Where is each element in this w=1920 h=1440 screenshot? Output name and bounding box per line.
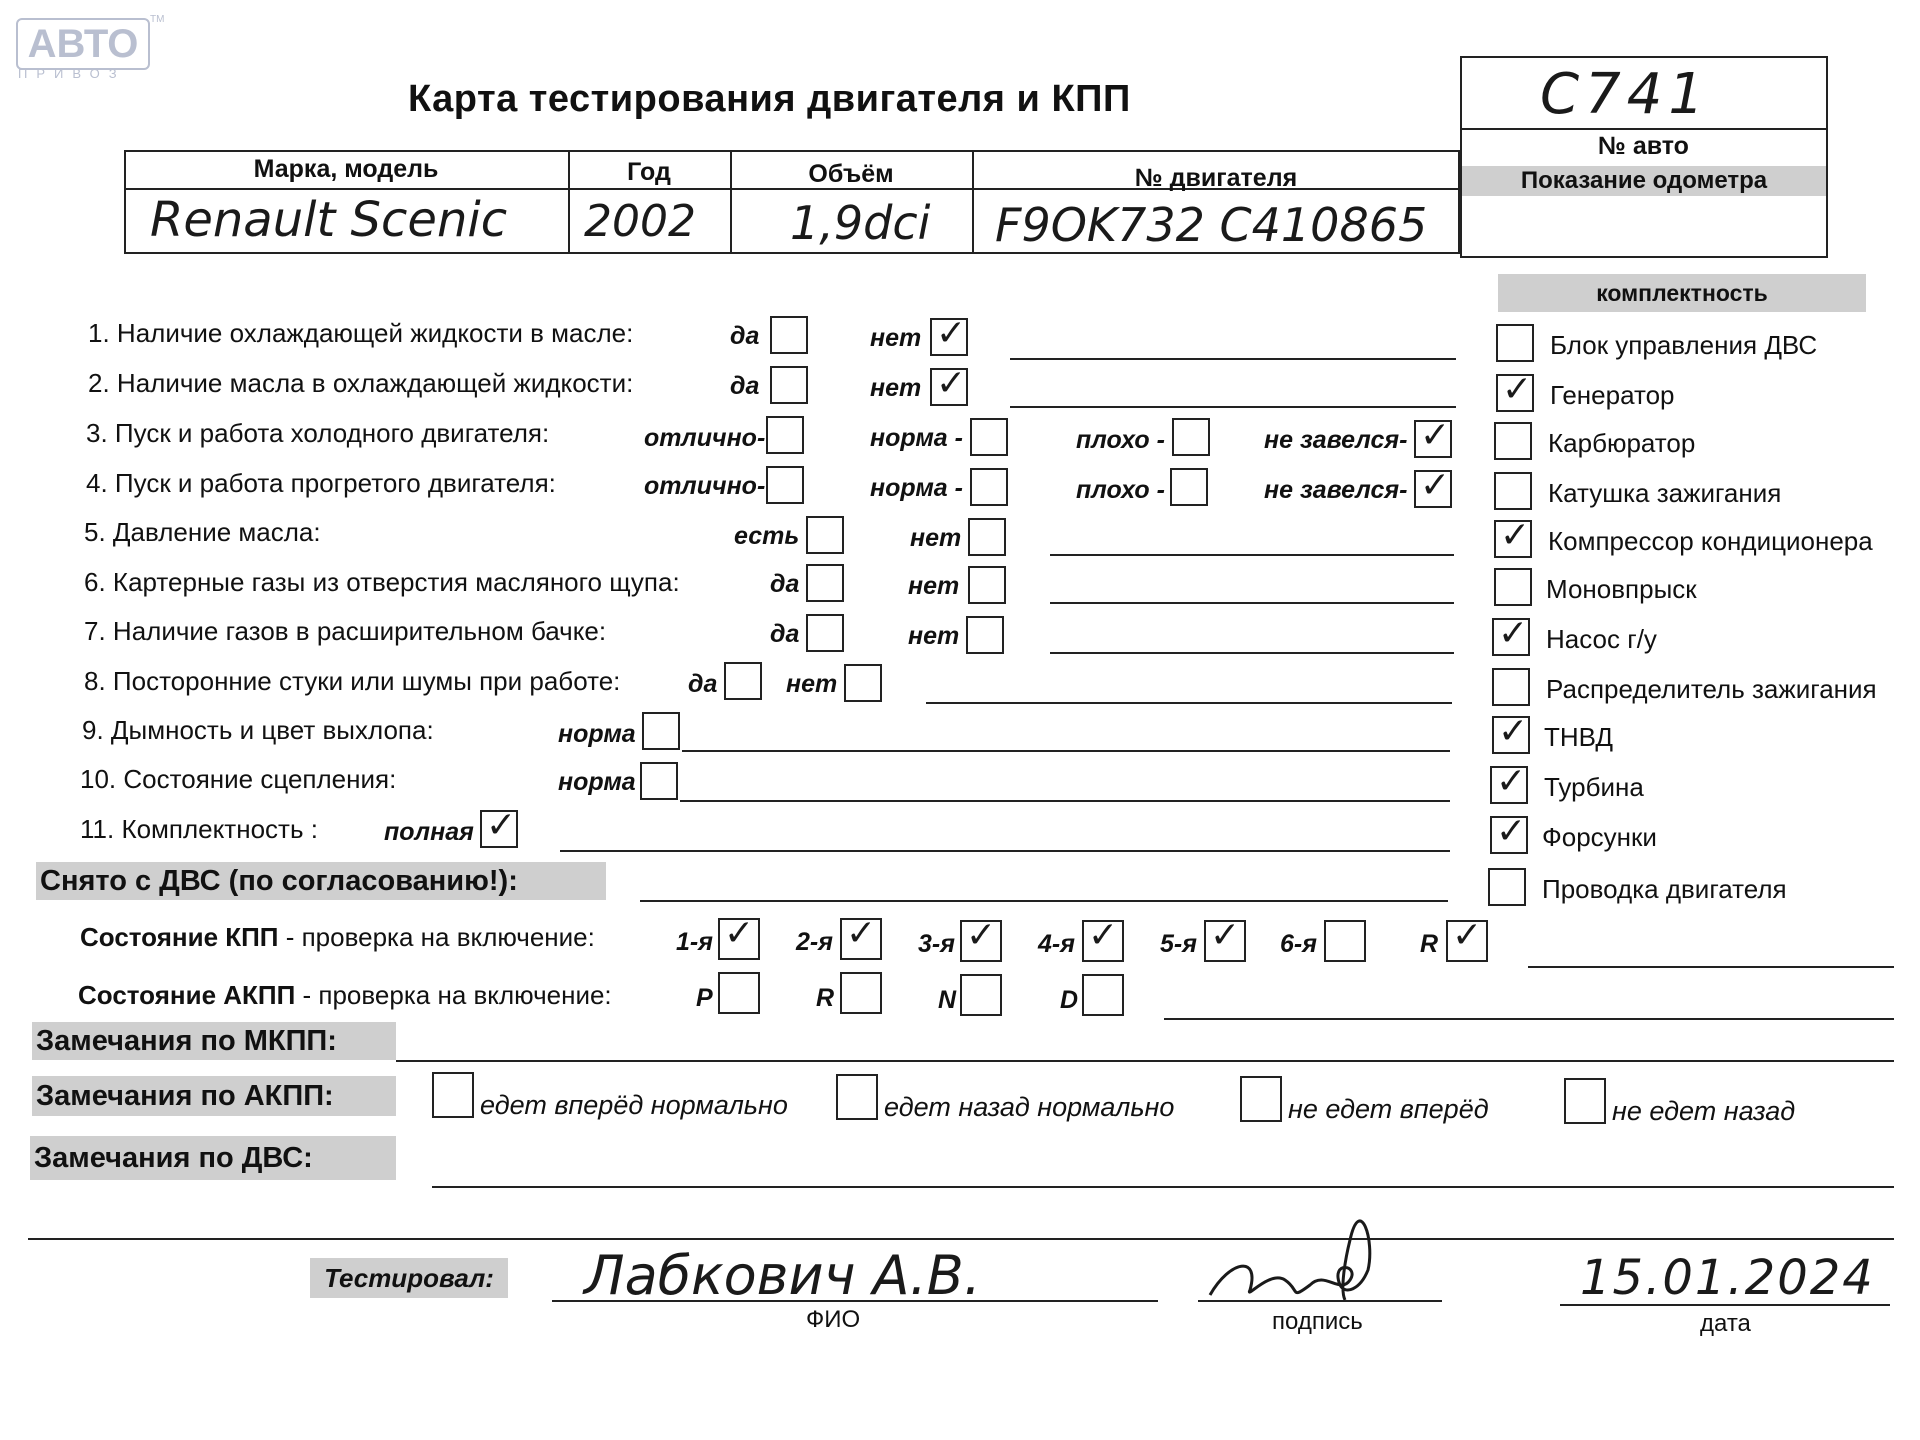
remarks-akpp-label: Замечания по АКПП: xyxy=(32,1076,396,1116)
question-6: 6. Картерные газы из отверстия масляного щупа: xyxy=(84,567,680,597)
car-number-value: С741 xyxy=(1540,62,1710,127)
year-label: Год xyxy=(627,158,671,186)
kit-item-10: Турбина xyxy=(1544,772,1644,802)
q10-normal-label: норма xyxy=(558,768,636,796)
tester-name: Лабкович А.В. xyxy=(584,1244,981,1307)
kpp-label: Состояние КПП - проверка на включение: xyxy=(80,922,595,952)
q5-no-checkbox[interactable] xyxy=(968,518,1006,556)
gear-1-checkbox[interactable]: ✓ xyxy=(718,918,760,960)
kit-item-6: Моновпрыск xyxy=(1546,574,1697,604)
car-number-label: № авто xyxy=(1598,132,1689,160)
kit-checkbox-9[interactable]: ✓ xyxy=(1492,716,1530,754)
q7-net-checkbox[interactable] xyxy=(966,616,1004,654)
q9-normal-label: норма xyxy=(558,720,636,748)
q4-no-start-label: не завелся- xyxy=(1264,476,1408,504)
q5-yes-checkbox[interactable] xyxy=(806,516,844,554)
gear-2-label: 2-я xyxy=(796,928,833,956)
q7-da-label: да xyxy=(770,620,800,648)
q4-bad-checkbox[interactable] xyxy=(1170,468,1208,506)
akpp-forward-ok-checkbox[interactable] xyxy=(432,1072,474,1118)
odometer-label: Показание одометра xyxy=(1462,166,1826,196)
q1-da-label: да xyxy=(730,322,760,350)
q6-da-checkbox[interactable] xyxy=(806,564,844,602)
q11-full-checkbox[interactable]: ✓ xyxy=(480,810,518,848)
test-date: 15.01.2024 xyxy=(1580,1250,1875,1306)
gear-4-checkbox[interactable]: ✓ xyxy=(1082,920,1124,962)
remarks-dvs-label: Замечания по ДВС: xyxy=(30,1136,396,1180)
gear-3-checkbox[interactable]: ✓ xyxy=(960,920,1002,962)
kit-checkbox-7[interactable]: ✓ xyxy=(1492,618,1530,656)
q6-net-label: нет xyxy=(908,572,960,600)
q3-normal-label: норма - xyxy=(870,424,963,452)
q4-excellent-checkbox[interactable] xyxy=(766,466,804,504)
tested-label: Тестировал: xyxy=(310,1258,508,1298)
engine-value: F9OK732 C410865 xyxy=(995,198,1428,252)
kit-checkbox-2[interactable]: ✓ xyxy=(1496,374,1534,412)
q3-bad-checkbox[interactable] xyxy=(1172,418,1210,456)
q2-da-label: да xyxy=(730,372,760,400)
signature-image xyxy=(1190,1200,1440,1310)
remarks-mkpp-label: Замечания по МКПП: xyxy=(32,1022,396,1060)
q8-da-checkbox[interactable] xyxy=(724,662,762,700)
logo-subtitle: ПРИВОЗ xyxy=(18,66,126,81)
q2-net-checkbox[interactable]: ✓ xyxy=(930,368,968,406)
q2-net-label: нет xyxy=(870,374,922,402)
q8-net-label: нет xyxy=(786,670,838,698)
q4-no-start-checkbox[interactable]: ✓ xyxy=(1414,470,1452,508)
kit-checkbox-3[interactable] xyxy=(1494,422,1532,460)
kit-item-7: Насос г/у xyxy=(1546,624,1657,654)
akpp-r-checkbox[interactable] xyxy=(840,972,882,1014)
removed-label: Снято с ДВС (по согласованию!): xyxy=(36,862,606,900)
make-value: Renault Scenic xyxy=(150,192,508,248)
kit-item-3: Карбюратор xyxy=(1548,428,1696,458)
q4-bad-label: плохо - xyxy=(1076,476,1165,504)
question-11: 11. Комплектность : xyxy=(80,814,318,844)
q1-net-label: нет xyxy=(870,324,922,352)
gear-r-label: R xyxy=(1420,930,1439,958)
question-5: 5. Давление масла: xyxy=(84,517,321,547)
akpp-n-label: N xyxy=(938,986,957,1014)
question-2: 2. Наличие масла в охлаждающей жидкости: xyxy=(88,368,634,398)
kit-checkbox-8[interactable] xyxy=(1492,668,1530,706)
gear-2-checkbox[interactable]: ✓ xyxy=(840,918,882,960)
kit-checkbox-11[interactable]: ✓ xyxy=(1490,816,1528,854)
gear-4-label: 4-я xyxy=(1038,930,1075,958)
kit-checkbox-5[interactable]: ✓ xyxy=(1494,520,1532,558)
akpp-p-label: P xyxy=(696,984,713,1012)
gear-r-checkbox[interactable]: ✓ xyxy=(1446,920,1488,962)
q4-normal-checkbox[interactable] xyxy=(970,468,1008,506)
akpp-r-label: R xyxy=(816,984,835,1012)
gear-5-checkbox[interactable]: ✓ xyxy=(1204,920,1246,962)
akpp-backward-ok-label: едет назад нормально xyxy=(884,1092,1175,1122)
akpp-p-checkbox[interactable] xyxy=(718,972,760,1014)
q4-normal-label: норма - xyxy=(870,474,963,502)
akpp-d-label: D xyxy=(1060,986,1079,1014)
kit-item-9: ТНВД xyxy=(1544,722,1614,752)
akpp-label: Состояние АКПП - проверка на включение: xyxy=(78,980,612,1010)
kit-checkbox-6[interactable] xyxy=(1494,568,1532,606)
akpp-backward-ok-checkbox[interactable] xyxy=(836,1074,878,1120)
question-4: 4. Пуск и работа прогретого двигателя: xyxy=(86,468,556,498)
gear-6-label: 6-я xyxy=(1280,930,1317,958)
q2-da-checkbox[interactable] xyxy=(770,366,808,404)
kit-item-8: Распределитель зажигания xyxy=(1546,674,1877,704)
logo-trademark: TM xyxy=(150,14,165,25)
kit-item-5: Компрессор кондиционера xyxy=(1548,526,1873,556)
date-caption: дата xyxy=(1700,1310,1751,1337)
q1-da-checkbox[interactable] xyxy=(770,316,808,354)
volume-value: 1,9dci xyxy=(790,196,931,250)
q1-net-checkbox[interactable]: ✓ xyxy=(930,318,968,356)
q3-normal-checkbox[interactable] xyxy=(970,418,1008,456)
q6-net-checkbox[interactable] xyxy=(968,566,1006,604)
kit-checkbox-10[interactable]: ✓ xyxy=(1490,766,1528,804)
akpp-no-backward-label: не едет назад xyxy=(1612,1096,1796,1126)
engine-label: № двигателя xyxy=(1134,164,1298,192)
q7-net-label: нет xyxy=(908,622,960,650)
name-caption: ФИО xyxy=(806,1306,861,1333)
q11-full-label: полная xyxy=(384,818,474,846)
q3-no-start-checkbox[interactable]: ✓ xyxy=(1414,420,1452,458)
q10-normal-checkbox[interactable] xyxy=(640,762,678,800)
kit-item-11: Форсунки xyxy=(1542,822,1657,852)
question-7: 7. Наличие газов в расширительном бачке: xyxy=(84,616,607,646)
akpp-no-forward-checkbox[interactable] xyxy=(1240,1076,1282,1122)
q9-normal-checkbox[interactable] xyxy=(642,712,680,750)
q8-net-checkbox[interactable] xyxy=(844,664,882,702)
gear-6-checkbox[interactable] xyxy=(1324,920,1366,962)
volume-label: Объём xyxy=(808,160,894,188)
kit-item-4: Катушка зажигания xyxy=(1548,478,1782,508)
q5-yes-label: есть xyxy=(734,522,800,550)
page-title: Карта тестирования двигателя и КПП xyxy=(408,78,1131,120)
q7-da-checkbox[interactable] xyxy=(806,614,844,652)
gear-5-label: 5-я xyxy=(1160,930,1197,958)
q4-excellent-label: отлично- xyxy=(644,472,766,500)
q3-excellent-checkbox[interactable] xyxy=(766,416,804,454)
akpp-no-forward-label: не едет вперёд xyxy=(1288,1094,1489,1124)
question-10: 10. Состояние сцепления: xyxy=(80,764,397,794)
q5-no-label: нет xyxy=(910,524,962,552)
question-1: 1. Наличие охлаждающей жидкости в масле: xyxy=(88,318,634,348)
q3-no-start-label: не завелся- xyxy=(1264,426,1408,454)
akpp-no-backward-checkbox[interactable] xyxy=(1564,1078,1606,1124)
question-9: 9. Дымность и цвет выхлопа: xyxy=(82,715,434,745)
akpp-n-checkbox[interactable] xyxy=(960,974,1002,1016)
question-3: 3. Пуск и работа холодного двигателя: xyxy=(86,418,550,448)
year-value: 2002 xyxy=(584,196,696,247)
akpp-d-checkbox[interactable] xyxy=(1082,974,1124,1016)
kit-item-12: Проводка двигателя xyxy=(1542,874,1787,904)
gear-3-label: 3-я xyxy=(918,930,955,958)
q3-bad-label: плохо - xyxy=(1076,426,1165,454)
q3-excellent-label: отлично- xyxy=(644,424,766,452)
signature-caption: подпись xyxy=(1272,1308,1363,1335)
kit-item-1: Блок управления ДВС xyxy=(1550,330,1818,360)
kit-checkbox-4[interactable] xyxy=(1494,472,1532,510)
logo: АВТО xyxy=(16,18,150,70)
kit-checkbox-1[interactable] xyxy=(1496,324,1534,362)
kit-checkbox-12[interactable] xyxy=(1488,868,1526,906)
q8-da-label: да xyxy=(688,670,718,698)
kit-item-2: Генератор xyxy=(1550,380,1675,410)
question-8: 8. Посторонние стуки или шумы при работе: xyxy=(84,666,621,696)
make-label: Марка, модель xyxy=(253,155,439,183)
akpp-forward-ok-label: едет вперёд нормально xyxy=(480,1090,788,1120)
kit-title: комплектность xyxy=(1498,274,1866,312)
gear-1-label: 1-я xyxy=(676,928,713,956)
q6-da-label: да xyxy=(770,570,800,598)
